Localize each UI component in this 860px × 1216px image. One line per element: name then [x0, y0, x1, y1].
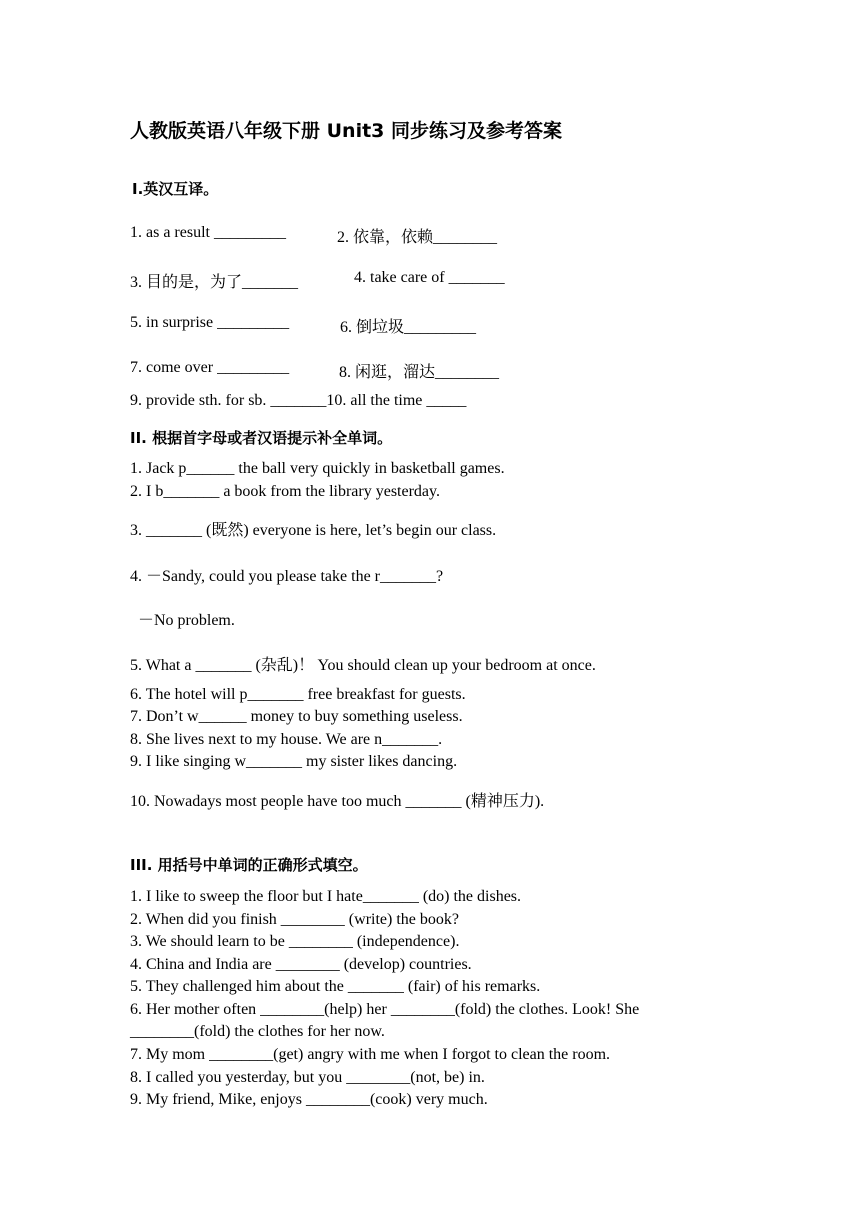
section-2-heading: II. 根据首字母或者汉语提示补全单词。: [130, 429, 393, 447]
s2-item-3: 3. _______ (既然) everyone is here, let’s begin our class.: [130, 522, 497, 539]
s3-item-4: 4. China and India are ________ (develop) countries.: [130, 956, 472, 973]
s1-row-5: 9. provide sth. for sb. _______10. all the time _____: [130, 392, 467, 409]
s2-item-7: 7. Don’t w______ money to buy something useless.: [130, 708, 463, 725]
s1-row-2-right: 4. take care of _______: [354, 269, 505, 286]
s2-item-1: 1. Jack p______ the ball very quickly in basketball games.: [130, 460, 505, 477]
s3-item-5: 5. They challenged him about the _______ (fair) of his remarks.: [130, 978, 541, 995]
s1-row-4-left: 7. come over _________: [130, 359, 290, 376]
s1-row-1-right: 2. 依靠，依赖________: [337, 229, 498, 246]
s3-item-3: 3. We should learn to be ________ (independence).: [130, 933, 460, 950]
s3-item-6: 6. Her mother often ________(help) her ________(fold) the clothes. Look! She: [130, 1001, 640, 1018]
s1-row-3-left: 5. in surprise _________: [130, 314, 290, 331]
s2-item-4: 4. －Sandy, could you please take the r_______?: [130, 568, 444, 585]
s1-row-1-left: 1. as a result _________: [130, 224, 286, 241]
s1-row-2-left: 3. 目的是，为了_______: [130, 274, 299, 291]
s2-item-10: 10. Nowadays most people have too much _______ (精神压力).: [130, 793, 545, 810]
s3-item-9: 9. My friend, Mike, enjoys ________(cook) very much.: [130, 1091, 488, 1108]
s3-item-7: 7. My mom ________(get) angry with me when I forgot to clean the room.: [130, 1046, 611, 1063]
s1-row-3-right: 6. 倒垃圾_________: [340, 319, 477, 336]
s1-row-4-right: 8. 闲逛，溜达________: [339, 364, 500, 381]
s2-item-5: 5. What a _______ (杂乱)！ You should clean up your bedroom at once.: [130, 657, 596, 674]
s2-item-2: 2. I b_______ a book from the library yesterday.: [130, 483, 440, 500]
s3-item-2: 2. When did you finish ________ (write) the book?: [130, 911, 459, 928]
s3-item-8: 8. I called you yesterday, but you ________(not, be) in.: [130, 1069, 485, 1086]
s3-item-1: 1. I like to sweep the floor but I hate_______ (do) the dishes.: [130, 888, 522, 905]
s2-item-4-reply: －No problem.: [138, 612, 235, 629]
s2-item-6: 6. The hotel will p_______ free breakfast for guests.: [130, 686, 466, 703]
s3-item-6-cont: ________(fold) the clothes for her now.: [130, 1023, 385, 1040]
section-1-heading: Ⅰ.英汉互译。: [132, 180, 219, 198]
page-title: 人教版英语八年级下册 Unit3 同步练习及参考答案: [130, 120, 563, 142]
s2-item-9: 9. I like singing w_______ my sister likes dancing.: [130, 753, 458, 770]
s2-item-8: 8. She lives next to my house. We are n_______.: [130, 731, 443, 748]
section-3-heading: III. 用括号中单词的正确形式填空。: [130, 856, 368, 874]
